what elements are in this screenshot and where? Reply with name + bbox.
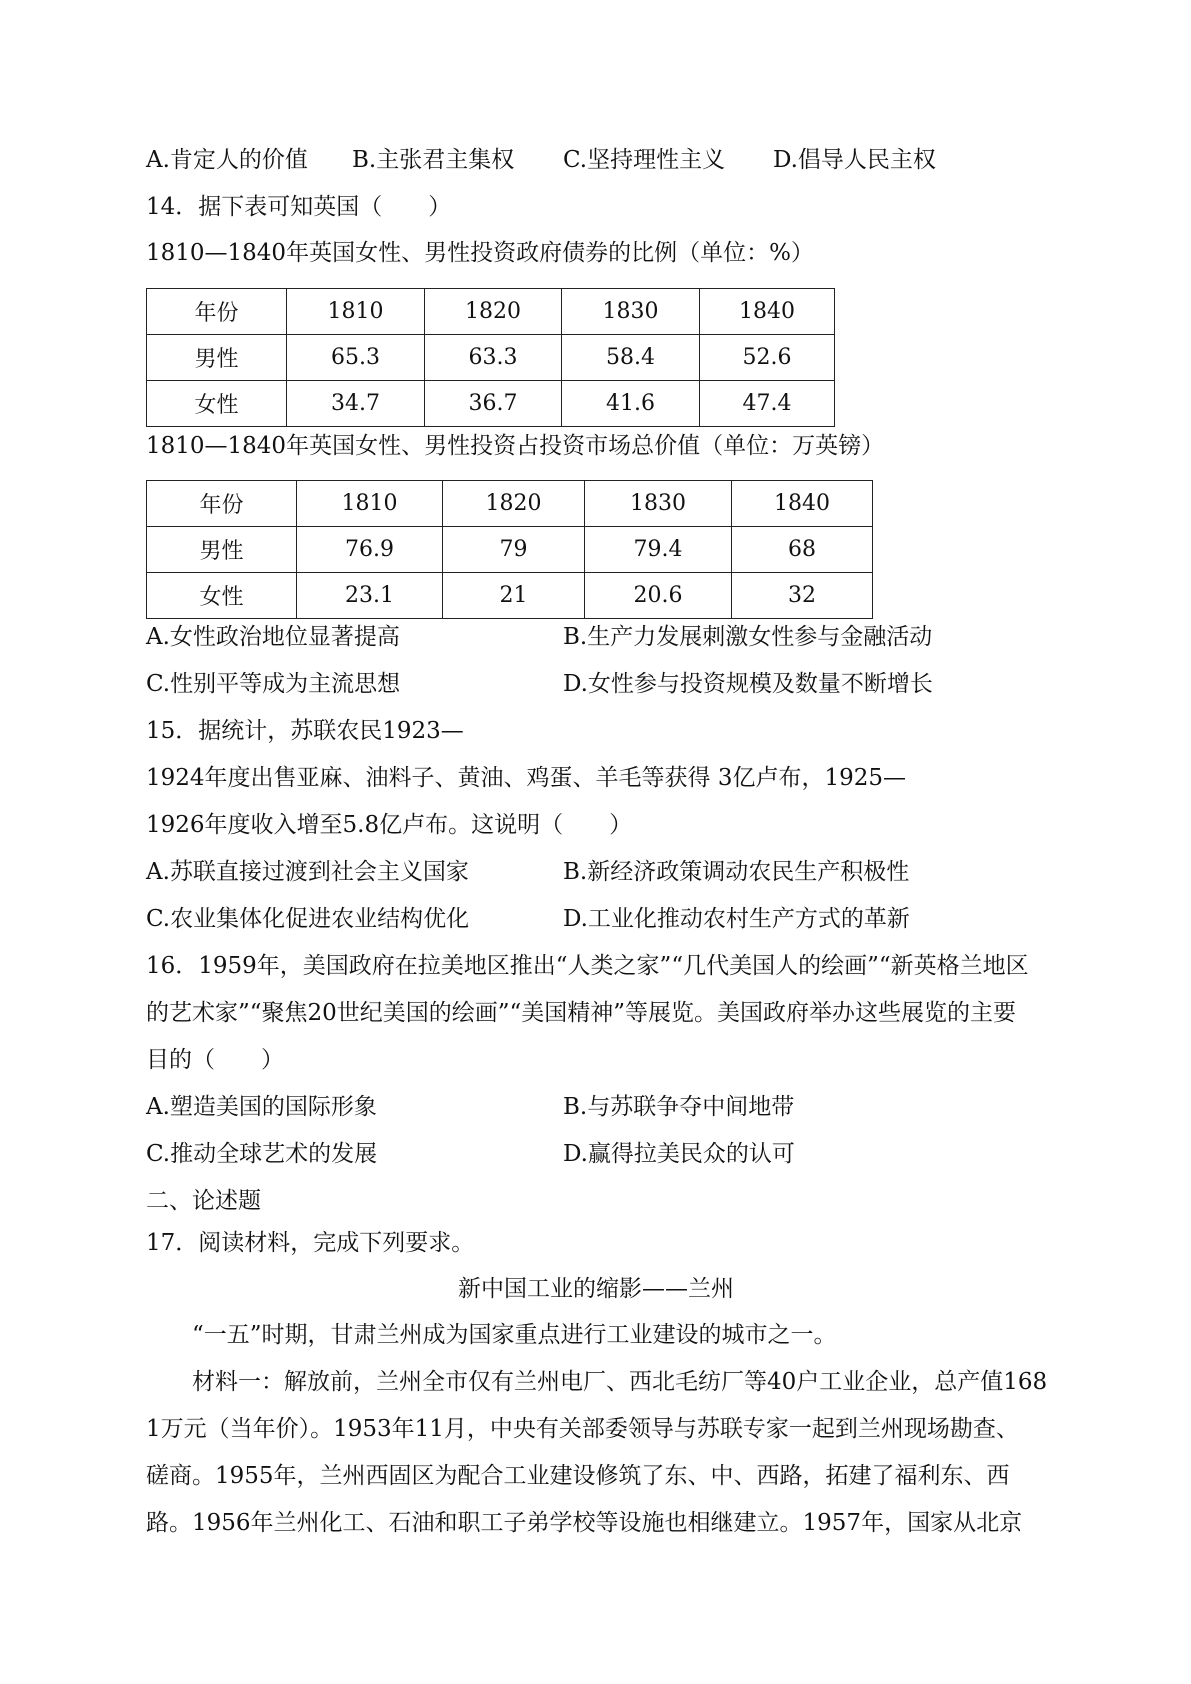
q15-option-a: A.苏联直接过渡到社会主义国家 (146, 859, 469, 885)
table-cell: 52.6 (700, 335, 835, 381)
table-cell: 1840 (700, 289, 835, 335)
q16-option-c: C.推动全球艺术的发展 (146, 1141, 378, 1167)
table-cell: 男性 (147, 527, 297, 573)
q16-line-2: 的艺术家”“聚焦20世纪美国的绘画”“美国精神”等展览。美国政府举办这些展览的主要 (146, 1000, 1017, 1026)
table-cell: 68 (732, 527, 873, 573)
table-cell: 79.4 (585, 527, 732, 573)
table-row (147, 381, 835, 427)
q15-option-d: D.工业化推动农村生产方式的革新 (563, 906, 910, 932)
table-cell: 76.9 (297, 527, 443, 573)
q16-line-1: 16．1959年，美国政府在拉美地区推出“人类之家”“几代美国人的绘画”“新英格兰地区 (146, 953, 1029, 979)
table-row (147, 335, 835, 381)
material-line-3: 磋商。1955年，兰州西固区为配合工业建设修筑了东、中、西路，拓建了福利东、西 (146, 1463, 1010, 1489)
q15-line-3: 1926年度收入增至5.8亿卢布。这说明（ ） (146, 812, 633, 838)
material-line-1: 材料一：解放前，兰州全市仅有兰州电厂、西北毛纺厂等40户工业企业，总产值168 (192, 1369, 1048, 1395)
table-cell: 58.4 (562, 335, 700, 381)
table-cell: 21 (443, 573, 585, 619)
table-cell: 1820 (425, 289, 562, 335)
table-cell: 1830 (585, 481, 732, 527)
q14-stem: 14．据下表可知英国（ ） (146, 194, 452, 220)
q16-option-d: D.赢得拉美民众的认可 (563, 1141, 795, 1167)
table-cell: 34.7 (287, 381, 425, 427)
q13-option-d: D.倡导人民主权 (773, 147, 936, 173)
q16-option-b: B.与苏联争夺中间地带 (563, 1094, 795, 1120)
table-cell: 1830 (562, 289, 700, 335)
q14-option-a: A.女性政治地位显著提高 (146, 624, 400, 650)
q15-line-2: 1924年度出售亚麻、油料子、黄油、鸡蛋、羊毛等获得 3亿卢布，1925— (146, 765, 907, 791)
table-cell: 1810 (297, 481, 443, 527)
q17-stem: 17．阅读材料，完成下列要求。 (146, 1230, 475, 1256)
material-intro: “一五”时期，甘肃兰州成为国家重点进行工业建设的城市之一。 (192, 1322, 837, 1348)
q14-table2-caption: 1810—1840年英国女性、男性投资占投资市场总价值（单位：万英镑） (146, 433, 885, 459)
table-cell: 20.6 (585, 573, 732, 619)
material-line-4: 路。1956年兰州化工、石油和职工子弟学校等设施也相继建立。1957年，国家从北京 (146, 1510, 1023, 1536)
section-heading: 二、论述题 (146, 1188, 261, 1214)
table-cell: 41.6 (562, 381, 700, 427)
table-header-row (147, 481, 873, 527)
q15-option-c: C.农业集体化促进农业结构优化 (146, 906, 470, 932)
q16-line-3: 目的（ ） (146, 1047, 284, 1073)
table-cell: 年份 (147, 481, 297, 527)
q14-table1 (146, 288, 835, 427)
table-row (147, 573, 873, 619)
q13-option-c: C.坚持理性主义 (563, 147, 726, 173)
q14-option-d: D.女性参与投资规模及数量不断增长 (563, 671, 933, 697)
table-cell: 23.1 (297, 573, 443, 619)
table-cell: 32 (732, 573, 873, 619)
q15-line-1: 15．据统计，苏联农民1923— (146, 718, 464, 744)
table-cell: 47.4 (700, 381, 835, 427)
q13-option-b: B.主张君主集权 (352, 147, 515, 173)
q14-option-c: C.性别平等成为主流思想 (146, 671, 401, 697)
table-cell: 年份 (147, 289, 287, 335)
table-cell: 1840 (732, 481, 873, 527)
table-cell: 男性 (147, 335, 287, 381)
table-cell: 79 (443, 527, 585, 573)
table-cell: 1810 (287, 289, 425, 335)
table-header-row (147, 289, 835, 335)
table-cell: 女性 (147, 381, 287, 427)
material-line-2: 1万元（当年价）。1953年11月，中央有关部委领导与苏联专家一起到兰州现场勘查、 (146, 1416, 1019, 1442)
q14-table1-caption: 1810—1840年英国女性、男性投资政府债券的比例（单位：%） (146, 240, 814, 266)
table-cell: 36.7 (425, 381, 562, 427)
q14-table2 (146, 480, 873, 619)
q16-option-a: A.塑造美国的国际形象 (146, 1094, 377, 1120)
table-cell: 63.3 (425, 335, 562, 381)
table-cell: 1820 (443, 481, 585, 527)
table-row (147, 527, 873, 573)
q14-option-b: B.生产力发展刺激女性参与金融活动 (563, 624, 933, 650)
table-cell: 65.3 (287, 335, 425, 381)
table-cell: 女性 (147, 573, 297, 619)
q13-option-a: A.肯定人的价值 (146, 147, 308, 173)
q15-option-b: B.新经济政策调动农民生产积极性 (563, 859, 910, 885)
material-title: 新中国工业的缩影——兰州 (458, 1276, 734, 1302)
